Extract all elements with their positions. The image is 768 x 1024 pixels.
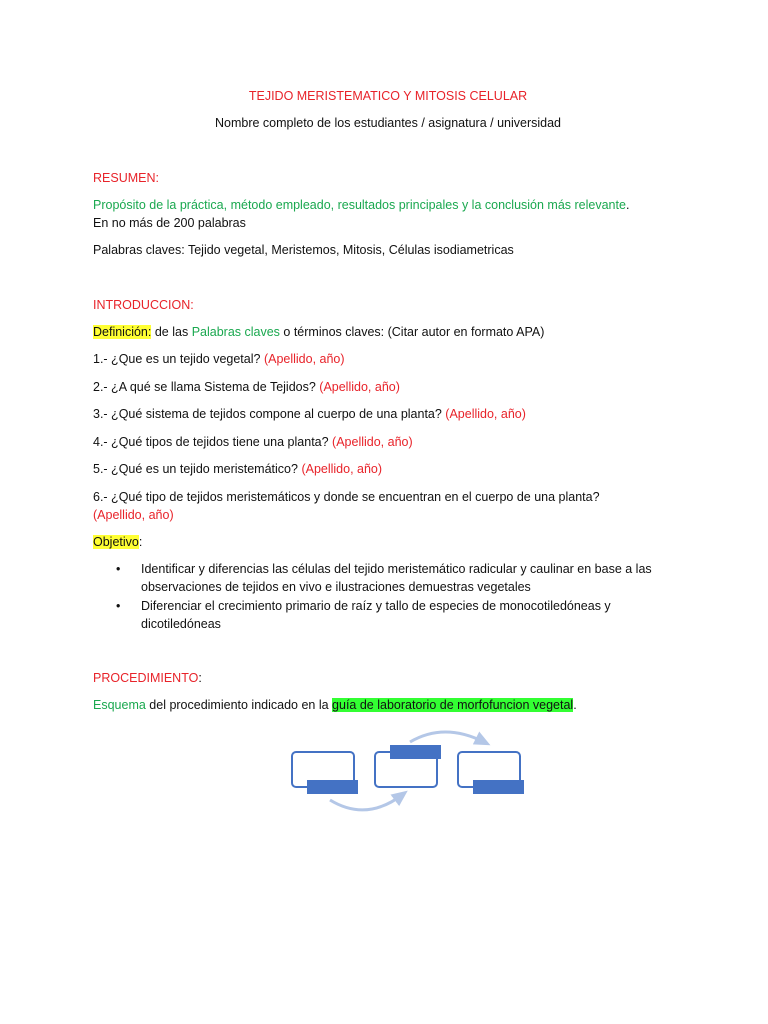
question-text: 2.- ¿A qué se llama Sistema de Tejidos?	[93, 380, 320, 394]
lab-guide-highlight: guía de laboratorio de morfofuncion vegetal	[332, 698, 574, 712]
question-text: 4.- ¿Qué tipos de tejidos tiene una planta?	[93, 435, 333, 449]
diagram-label-2	[390, 745, 441, 759]
question-6: 6.- ¿Qué tipo de tejidos meristemáticos y donde se encuentran en el cuerpo de una planta?	[93, 490, 600, 504]
objetivo-colon: :	[138, 535, 143, 549]
objetivo-line	[93, 534, 142, 550]
resumen-keywords: Palabras claves: Tejido vegetal, Meristemos, Mitosis, Células isodiametricas	[93, 243, 514, 257]
arrow-step-2-to-3	[410, 732, 484, 742]
document-subtitle: Nombre completo de los estudiantes / asignatura / universidad	[214, 116, 562, 130]
resumen-purpose-line	[93, 197, 629, 213]
question-3	[93, 406, 526, 422]
procedimiento-heading-line	[93, 670, 202, 686]
diagram-label-3	[473, 780, 524, 794]
definicion-text-1: de las	[151, 325, 192, 339]
question-2	[93, 379, 400, 395]
esquema-text: del procedimiento indicado en la	[145, 698, 333, 712]
question-6-citation: (Apellido, año)	[93, 508, 174, 522]
definicion-label: Definición:	[93, 325, 152, 339]
diagram-label-1	[307, 780, 358, 794]
question-citation: (Apellido, año)	[263, 352, 345, 366]
arrow-step-1-to-2	[330, 795, 402, 810]
question-1	[93, 351, 345, 367]
question-citation: (Apellido, año)	[332, 435, 413, 449]
question-citation: (Apellido, año)	[445, 407, 526, 421]
resumen-heading: RESUMEN:	[93, 171, 159, 185]
esquema-line	[93, 697, 577, 713]
question-5	[93, 461, 382, 477]
resumen-purpose: Propósito de la práctica, método empleado, resultados principales y la conclusión más relevante	[93, 198, 626, 212]
list-item	[93, 598, 683, 633]
diagram-box-1	[292, 752, 354, 787]
esquema-label: Esquema	[93, 698, 146, 712]
procedimiento-heading: PROCEDIMIENTO	[93, 671, 199, 685]
question-text: 3.- ¿Qué sistema de tejidos compone al cuerpo de una planta?	[93, 407, 446, 421]
definicion-keywords: Palabras claves	[191, 325, 280, 339]
introduccion-heading: INTRODUCCION:	[93, 298, 194, 312]
question-citation: (Apellido, año)	[319, 380, 400, 394]
definicion-line	[93, 324, 544, 340]
objetivo-list	[93, 561, 683, 635]
question-text: 1.- ¿Que es un tejido vegetal?	[93, 352, 264, 366]
question-citation: (Apellido, año)	[301, 462, 383, 476]
resumen-purpose-end: .	[625, 198, 630, 212]
diagram-box-3	[458, 752, 520, 787]
bullet-icon: •	[116, 599, 121, 613]
definicion-text-2: o términos claves: (Citar autor en formato APA)	[279, 325, 545, 339]
question-text: 5.- ¿Qué es un tejido meristemático?	[93, 462, 302, 476]
procedimiento-colon: :	[198, 671, 202, 685]
list-item-text: Diferenciar el crecimiento primario de raíz y tallo de especies de monocotiledóneas y dicotiledóneas	[141, 599, 611, 631]
document-title: TEJIDO MERISTEMATICO Y MITOSIS CELULAR	[248, 89, 528, 103]
objetivo-label: Objetivo	[93, 535, 139, 549]
esquema-end: .	[573, 698, 577, 712]
list-item-text: Identificar y diferencias las células del tejido meristemático radicular y caulinar en base a las observaciones de tejidos en vivo e ilustraciones demuestras vegetales	[141, 562, 652, 594]
question-4	[93, 434, 413, 450]
resumen-limit: En no más de 200 palabras	[93, 216, 246, 230]
list-item	[93, 561, 683, 596]
bullet-icon: •	[116, 562, 121, 576]
diagram-box-2	[375, 752, 437, 787]
